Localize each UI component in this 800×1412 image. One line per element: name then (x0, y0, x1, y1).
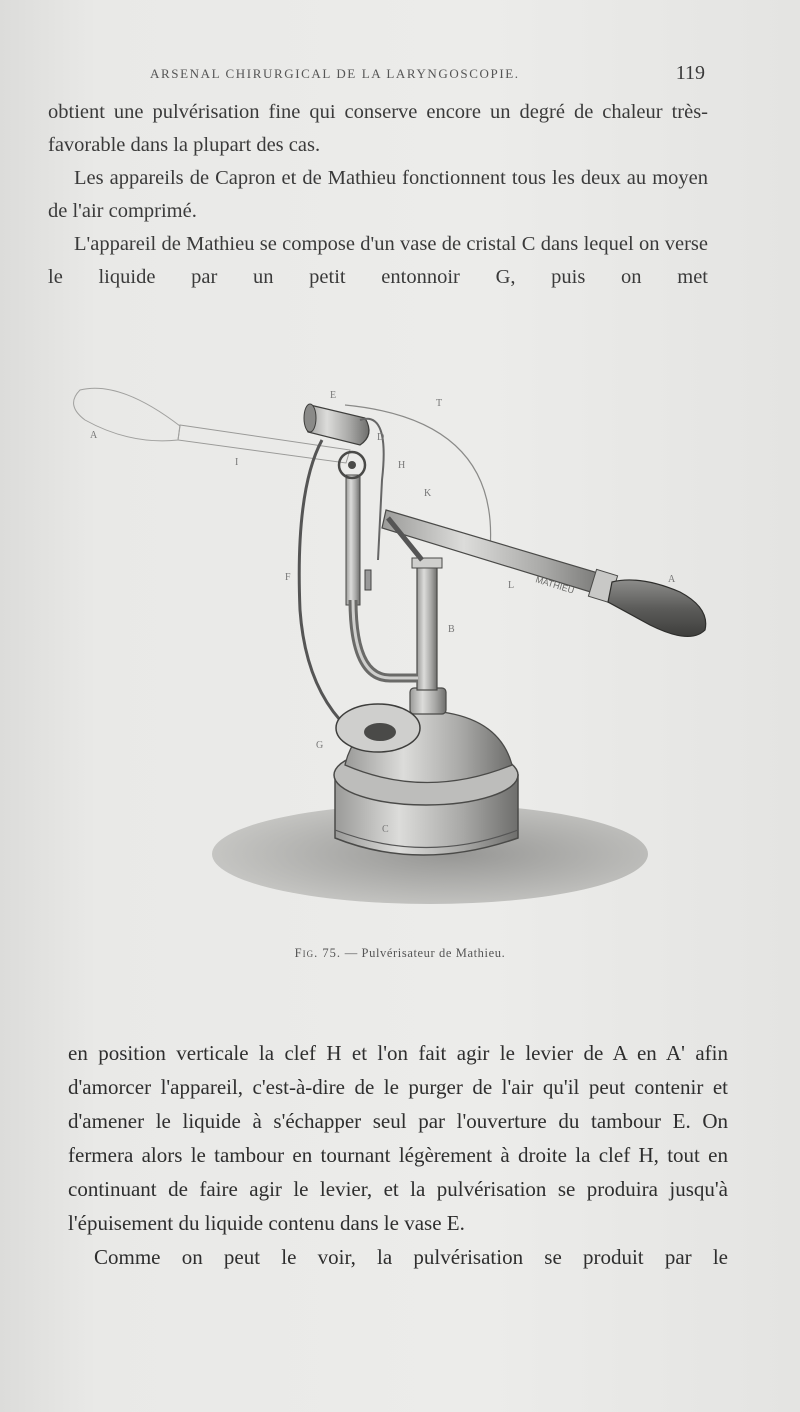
spray-drum-face (304, 404, 316, 432)
label-C: C (382, 824, 389, 835)
paragraph: Les appareils de Capron et de Mathieu fonctionnent tous les deux au moyen de l'air comprimé. (48, 167, 708, 222)
label-T: T (436, 398, 443, 409)
top-text-block (48, 96, 708, 294)
label-D: D (377, 432, 385, 443)
spray-column (346, 475, 360, 605)
paragraph: Comme on peut le voir, la pulvérisation se produit par le (94, 1245, 728, 1269)
bottom-text-block (68, 1036, 728, 1274)
page-number: 119 (675, 62, 705, 84)
pump-collar (410, 688, 446, 714)
small-valve (365, 570, 371, 590)
handle-stamp: MATHIEU (534, 574, 576, 596)
lever-bulb (608, 580, 706, 636)
label-L: L (508, 580, 515, 591)
label-G: G (316, 740, 324, 751)
caption-text: — Pulvérisateur de Mathieu. (344, 946, 506, 960)
bent-tube (353, 600, 418, 678)
label-A: A (90, 430, 98, 441)
pump-cylinder (417, 565, 437, 690)
label-F: F (285, 572, 291, 583)
pump-cap (412, 558, 442, 568)
label-I: I (235, 457, 239, 468)
label-H: H (398, 460, 406, 471)
caption-figure-number: Fig. 75. (294, 946, 341, 960)
valve-hub (348, 461, 356, 469)
paragraph: L'appareil de Mathieu se compose d'un vase de cristal C dans lequel on verse le liquide par un petit entonnoir G, puis on met (48, 233, 708, 288)
rubber-tube (299, 440, 340, 720)
running-head-title: ARSENAL CHIRURGICAL DE LA LARYNGOSCOPIE. (150, 66, 520, 81)
figure-illustration (60, 360, 740, 920)
paragraph: obtient une pulvérisation fine qui conserve encore un degré de chaleur très-favorable dans la plupart des cas. (48, 101, 708, 156)
label-A-prime: A (668, 574, 676, 585)
label-K: K (424, 488, 432, 499)
figure-caption (0, 946, 800, 961)
paragraph: en position verticale la clef H et l'on fait agir le levier de A en A' afin d'amorcer l'appareil, c'est-à-dire de le purger de l'air qu'il peut contenir et d'amener le liquide à s'échapper seul par l'ouverture du tambour E. On fermera alors le tambour en tournant légèrement à droite la clef H, tout en continuant de faire agir le levier, et la pulvérisation se produira jusqu'à l'épuisement du liquide contenu dans le vase E. (68, 1041, 728, 1235)
label-B: B (448, 624, 455, 635)
label-E: E (330, 390, 337, 401)
funnel-throat (364, 723, 396, 741)
